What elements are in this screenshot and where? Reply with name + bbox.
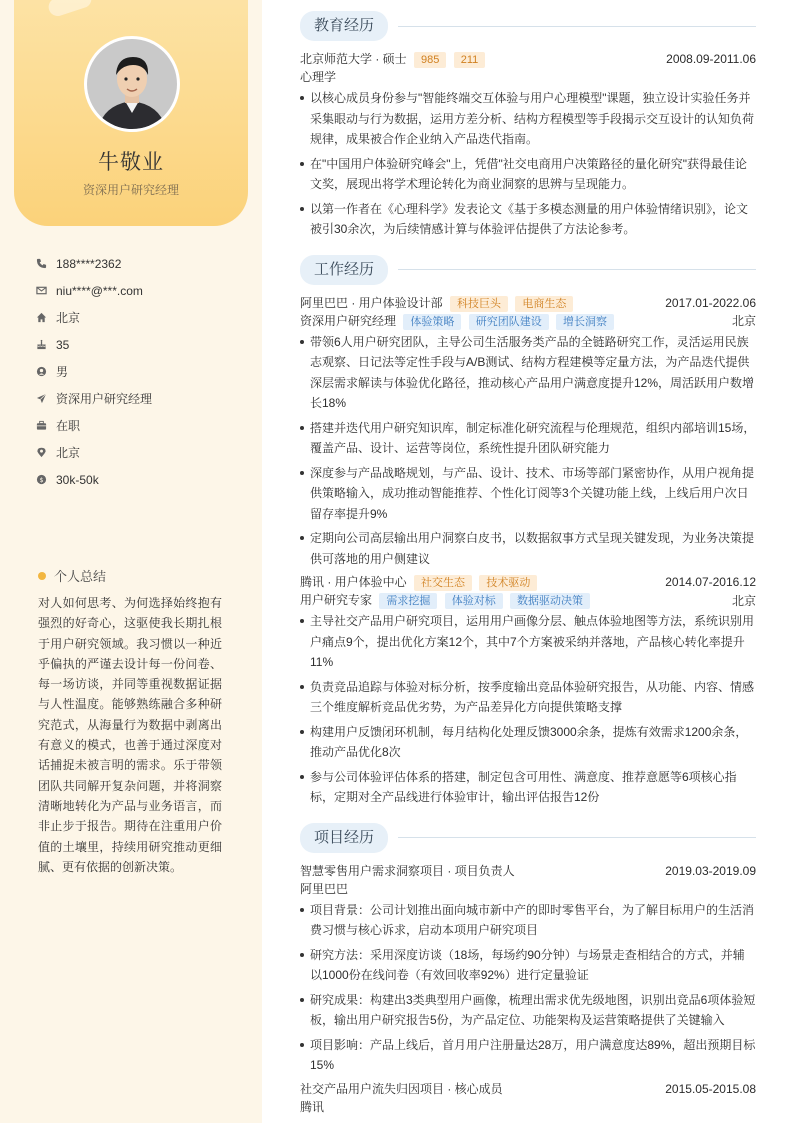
- list-item: 深度参与产品战略规划，与产品、设计、技术、市场等部门紧密协作，从用户视角提供策略输入，成功推动智能推荐、个性化订阅等3个关键功能上线，上线后用户次日留存率提升9%: [300, 463, 756, 525]
- project-org: 腾讯: [300, 1099, 325, 1114]
- contact-status: 在职: [36, 412, 246, 439]
- project-entry: [300, 1080, 756, 1116]
- education-major: 心理学: [300, 70, 337, 84]
- list-item: 研究方法：采用深度访谈（18场，每场约90分钟）与场景走查相结合的方式，并辅以1000份在线问卷（有效回收率92%）进行定量验证: [300, 945, 756, 986]
- list-item: 项目背景：公司计划推出面向城市新中产的即时零售平台，为了解目标用户的生活消费习惯与核心诉求，启动本项用户研究项目: [300, 900, 756, 941]
- school-name: 北京师范大学 · 硕士: [300, 52, 407, 66]
- work-section: [300, 254, 756, 808]
- svg-text:$: $: [39, 475, 44, 484]
- skill-tag: 增长洞察: [556, 314, 614, 330]
- section-title: 教育经历: [300, 11, 388, 41]
- briefcase-icon: [36, 420, 47, 431]
- school-tag: 985: [414, 52, 446, 68]
- project-name: 智慧零售用户需求洞察项目 · 项目负责人: [300, 864, 515, 878]
- summary-heading: 个人总结: [38, 566, 106, 585]
- company-tag: 技术驱动: [479, 575, 537, 591]
- contact-list: [36, 250, 246, 493]
- project-entry: [300, 862, 756, 1076]
- company-tag: 社交生态: [414, 575, 472, 591]
- section-title: 项目经历: [300, 823, 388, 853]
- mail-icon: [36, 285, 47, 296]
- project-name: 社交产品用户流失归因项目 · 核心成员: [300, 1082, 503, 1096]
- contact-home: 北京: [36, 304, 246, 331]
- list-item: 搭建并迭代用户研究知识库，制定标准化研究流程与伦理规范，组织内部培训15场，覆盖产品、设计、运营等岗位，系统性提升团队研究能力: [300, 418, 756, 459]
- person-name: 牛敬业: [98, 151, 164, 174]
- contact-location: 北京: [36, 439, 246, 466]
- list-item: 构建用户反馈闭环机制，每月结构化处理反馈3000余条，提炼有效需求1200余条，推动产品优化8次: [300, 722, 756, 763]
- section-title: 工作经历: [300, 255, 388, 285]
- home-icon: [36, 312, 47, 323]
- education-period: 2008.09-2011.06: [666, 52, 756, 66]
- list-item: 以第一作者在《心理科学》发表论文《基于多模态测量的用户体验情绪识别》，论文被引30余次，为后续情感计算与体验评估提供了方法论参考。: [300, 199, 756, 240]
- contact-email: niu****@***.com: [36, 277, 246, 304]
- company-tag: 电商生态: [515, 296, 573, 312]
- section-header: [300, 822, 756, 854]
- skill-tag: 研究团队建设: [469, 314, 549, 330]
- skill-tag: 体验策略: [403, 314, 461, 330]
- section-header: [300, 254, 756, 286]
- education-row: [300, 50, 756, 68]
- education-section: [300, 10, 756, 240]
- skill-tag: 体验对标: [445, 593, 503, 609]
- list-item: 负责竞品追踪与体验对标分析，按季度输出竞品体验研究报告，从功能、内容、情感三个维度解析竞品优劣势，为产品差异化方向提供策略支撑: [300, 677, 756, 718]
- section-divider: [398, 26, 756, 27]
- phone-icon: [36, 258, 47, 269]
- summary-bullet-dot: [38, 572, 46, 580]
- projects-section: [300, 822, 756, 1116]
- job-entry: [300, 573, 756, 808]
- contact-gender: 男: [36, 358, 246, 385]
- skill-tag: 需求挖掘: [379, 593, 437, 609]
- education-bullets: [300, 88, 756, 240]
- project-org: 阿里巴巴: [300, 881, 349, 896]
- project-period: 2019.03-2019.09: [665, 863, 756, 878]
- section-header: [300, 10, 756, 42]
- list-item: 以核心成员身份参与"智能终端交互体验与用户心理模型"课题，独立设计实验任务并采集眼动与行为数据，运用方差分析、结构方程模型等手段揭示交互设计的认知负荷规律，成果被合作企业纳入产品迭代指南。: [300, 88, 756, 150]
- company-name: 阿里巴巴 · 用户体验设计部: [300, 295, 443, 310]
- list-item: 项目影响：产品上线后，首月用户注册量达28万，用户满意度达89%，超出预期目标15%: [300, 1035, 756, 1076]
- gender-icon: [36, 366, 47, 377]
- job-period: 2014.07-2016.12: [665, 575, 756, 589]
- company-tag: 科技巨头: [450, 296, 508, 312]
- list-item: 带领6人用户研究团队，主导公司生活服务类产品的全链路研究工作，灵活运用民族志观察、日记法等定性手段与A/B测试、结构方程建模等定量方法，为产品迭代提供深层需求解读与体验优化路径，推动核心产品用户满意度提升12%，周活跃用户数增长18%: [300, 332, 756, 414]
- sidebar: [0, 0, 262, 1123]
- list-item: 定期向公司高层输出用户洞察白皮书，以数据叙事方式呈现关键发现，为业务决策提供可落地的用户侧建议: [300, 528, 756, 569]
- job-position: 用户研究专家: [300, 593, 373, 607]
- section-divider: [398, 269, 756, 270]
- company-name: 腾讯 · 用户体验中心: [300, 575, 407, 589]
- contact-phone: 188****2362: [36, 250, 246, 277]
- decorative-pill: [46, 0, 93, 18]
- job-entry: [300, 294, 756, 570]
- project-period: 2015.05-2015.08: [665, 1081, 756, 1096]
- contact-salary: $ 30k-50k: [36, 466, 246, 493]
- cake-icon: [36, 339, 47, 350]
- list-item: 研究成果：构建出3类典型用户画像，梳理出需求优先级地图，识别出竞品6项体验短板，输出用户研究报告5份，为产品定位、功能架构及运营策略提供了关键输入: [300, 990, 756, 1031]
- job-bullets: [300, 332, 756, 570]
- list-item: 参与公司体验评估体系的搭建，制定包含可用性、满意度、推荐意愿等6项核心指标，定期对全产品线进行体验审计，输出评估报告12份: [300, 767, 756, 808]
- skill-tag: 数据驱动决策: [510, 593, 590, 609]
- job-period: 2017.01-2022.06: [665, 295, 756, 310]
- salary-icon: [36, 474, 47, 485]
- job-city: 北京: [731, 314, 756, 328]
- send-icon: [36, 393, 47, 404]
- list-item: 在"中国用户体验研究峰会"上，凭借"社交电商用户决策路径的量化研究"获得最佳论文奖，展现出将学术理论转化为商业洞察的思辨与呈现能力。: [300, 154, 756, 195]
- location-pin-icon: [36, 447, 47, 458]
- job-bullets: [300, 611, 756, 808]
- list-item: 主导社交产品用户研究项目，运用用户画像分层、触点体验地图等方法，系统识别用户痛点9个，提出优化方案12个，其中7个方案被采纳并落地，产品核心转化率提升11%: [300, 611, 756, 673]
- main-content: [300, 10, 756, 1130]
- summary-text: 对人如何思考、为何选择始终抱有强烈的好奇心，这驱使我长期扎根于用户研究领域。我习惯以一种近乎偏执的严谨去设计每一份问卷、每一场访谈，并同等重视数据证据与人性温度。能够熟练融合多种研究范式，从海量行为数据中剥离出有意义的模式，也善于通过深度对话捕捉未被言明的需求。乐于带领团队共同解开复杂问题，并将洞察清晰地转化为产品与业务语言，而非止步于报告。期待在注重用户价值的土壤里，持续用研究推动更细腻、更有依据的创新决策。: [38, 596, 222, 874]
- project-bullets: [300, 900, 756, 1076]
- job-city: 北京: [731, 593, 756, 608]
- contact-target-role: 资深用户研究经理: [36, 385, 246, 412]
- section-divider: [398, 837, 756, 838]
- job-position: 资深用户研究经理: [300, 313, 397, 328]
- contact-age: 35: [36, 331, 246, 358]
- avatar: [84, 36, 180, 132]
- school-tag: 211: [454, 52, 486, 68]
- person-role: 资深用户研究经理: [82, 183, 179, 197]
